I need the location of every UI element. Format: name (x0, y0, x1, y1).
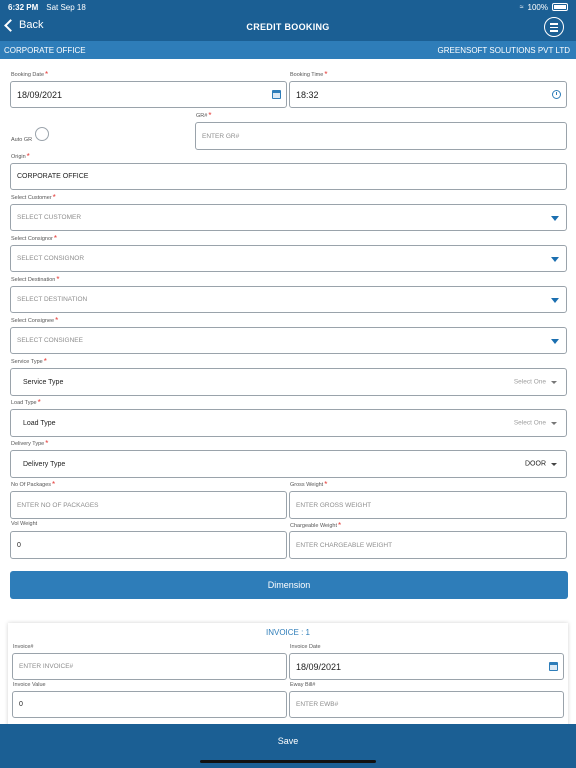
customer-placeholder: SELECT CUSTOMER (17, 214, 82, 221)
invoice-date-field[interactable] (289, 653, 564, 680)
origin-field[interactable] (10, 163, 567, 190)
booking-date-label: Booking Date* (11, 70, 49, 79)
status-time: 6:32 PM (8, 2, 39, 12)
wifi-icon: ≈ (519, 3, 524, 11)
clock-icon[interactable] (552, 90, 561, 99)
list-icon[interactable] (544, 17, 564, 37)
company-bar (0, 41, 576, 59)
company-name: GREENSOFT SOLUTIONS PVT LTD (437, 45, 570, 55)
invoice-value-value: 0 (19, 701, 23, 708)
origin-value: CORPORATE OFFICE (17, 173, 89, 180)
consignor-label: Select Consignor* (11, 234, 58, 243)
service-type-text: Service Type (23, 378, 64, 386)
dropdown-arrow-icon (551, 216, 559, 221)
gr-label: GR#* (196, 111, 212, 120)
gross-weight-input[interactable] (289, 491, 567, 519)
chargeable-weight-placeholder: ENTER CHARGEABLE WEIGHT (296, 541, 393, 549)
chargeable-weight-label: Chargeable Weight* (290, 521, 342, 530)
invoice-no-placeholder: ENTER INVOICE# (19, 663, 74, 670)
nav-bar (0, 14, 576, 41)
consignee-placeholder: SELECT CONSIGNEE (17, 337, 83, 344)
delivery-type-label: Delivery Type* (11, 439, 49, 448)
eway-bill-input[interactable] (289, 691, 564, 718)
caret-down-icon (551, 463, 557, 466)
booking-time-value: 18:32 (296, 89, 319, 100)
consignor-select[interactable] (10, 245, 567, 272)
battery-percent: 100% (527, 2, 548, 12)
vol-weight-label: Vol Weight (11, 521, 38, 527)
invoice-no-label: Invoice# (13, 644, 34, 650)
battery-icon (552, 3, 568, 11)
delivery-type-selected: DOOR (525, 460, 546, 468)
branch-name: CORPORATE OFFICE (4, 45, 86, 55)
gross-weight-label: Gross Weight* (290, 480, 328, 489)
status-right (520, 3, 568, 12)
dropdown-arrow-icon (551, 257, 559, 262)
destination-select[interactable] (10, 286, 567, 313)
destination-placeholder: SELECT DESTINATION (17, 296, 88, 303)
packages-placeholder: ENTER NO OF PACKAGES (17, 501, 99, 509)
dimension-button[interactable]: Dimension (10, 571, 568, 599)
packages-label: No Of Packages* (11, 480, 56, 489)
customer-label: Select Customer* (11, 193, 56, 202)
dropdown-arrow-icon (551, 339, 559, 344)
invoice-title: INVOICE : 1 (265, 628, 310, 637)
delivery-type-text: Delivery Type (23, 460, 66, 468)
status-bar (0, 0, 576, 14)
eway-bill-placeholder: ENTER EWB# (296, 701, 339, 708)
load-type-label: Load Type* (11, 398, 41, 407)
auto-gr-label: Auto GR (11, 137, 33, 143)
packages-input[interactable] (10, 491, 287, 519)
status-date: Sat Sep 18 (46, 2, 86, 12)
home-indicator (200, 760, 376, 763)
save-label: Save (277, 736, 299, 746)
vol-weight-value: 0 (17, 541, 21, 549)
eway-bill-label: Eway Bill# (290, 682, 316, 688)
chargeable-weight-input[interactable] (289, 531, 567, 559)
caret-down-icon (551, 381, 557, 384)
service-type-selected: Select One (513, 378, 546, 386)
consignee-select[interactable] (10, 327, 567, 354)
service-type-label: Service Type* (11, 357, 47, 366)
delivery-type-select[interactable] (10, 450, 567, 478)
invoice-no-input[interactable] (12, 653, 287, 680)
back-label: Back (19, 19, 44, 31)
invoice-value-label: Invoice Value (13, 682, 46, 688)
auto-gr-toggle[interactable] (35, 127, 49, 141)
vol-weight-input[interactable] (10, 531, 287, 559)
load-type-selected: Select One (513, 419, 546, 427)
destination-label: Select Destination* (11, 275, 60, 284)
gr-input[interactable] (195, 122, 567, 150)
caret-down-icon (551, 422, 557, 425)
consignee-label: Select Consignee* (11, 316, 59, 325)
service-type-select[interactable] (10, 368, 567, 396)
page-title: CREDIT BOOKING (246, 22, 330, 32)
calendar-icon[interactable] (272, 90, 281, 99)
booking-time-label: Booking Time* (290, 70, 328, 79)
booking-time-field[interactable] (289, 81, 567, 108)
origin-label: Origin* (11, 152, 30, 161)
calendar-icon[interactable] (549, 662, 558, 671)
booking-date-value: 18/09/2021 (17, 89, 63, 100)
customer-select[interactable] (10, 204, 567, 231)
gross-weight-placeholder: ENTER GROSS WEIGHT (296, 501, 372, 509)
load-type-select[interactable] (10, 409, 567, 437)
load-type-text: Load Type (23, 419, 56, 427)
invoice-date-value: 18/09/2021 (296, 661, 342, 672)
invoice-value-input[interactable] (12, 691, 287, 718)
gr-placeholder: ENTER GR# (202, 132, 240, 140)
consignor-placeholder: SELECT CONSIGNOR (17, 255, 85, 262)
booking-date-field[interactable] (10, 81, 287, 108)
invoice-date-label: Invoice Date (290, 644, 321, 650)
dropdown-arrow-icon (551, 298, 559, 303)
